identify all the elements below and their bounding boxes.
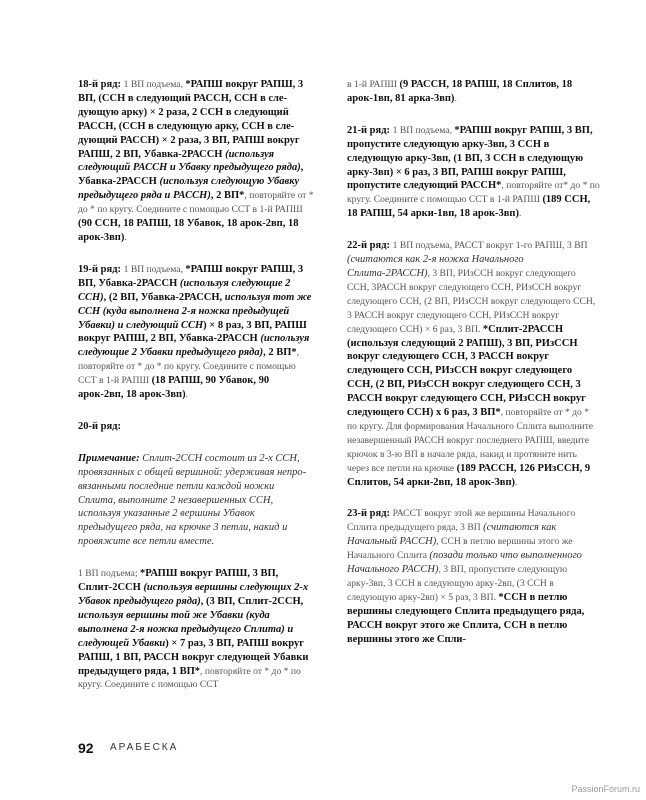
- paragraph: [78, 567, 314, 692]
- text-run: ) × 8 раз, 3 ВП, РАПШ вокруг РАПШ, 2 ВП, Убавка-2РАССН: [78, 319, 307, 345]
- text-run: *Сплит-2РАССН (используя следующий 2 РАПШ), 3 ВП, РИзССН вокруг следующего ССН, 3 РАССН вокруг следующего ССН, РИзССН вокруг следующего ССН, (2 ВП, РИзССН вокруг следующего ССН, 3 РАССН вокруг следующего ССН, РИзССН вокруг следующего ССН) х 6 раз, 3 ВП*: [347, 323, 586, 419]
- text-run: 19-й ряд:: [78, 263, 124, 275]
- text-run: *РАПШ вокруг РАПШ, 3 ВП, пропустите следующую арку-3вп, 3 ССН в следующую арку-3вп, (1 ВП, 3 ССН в следующую арку-3вп) × 6 раз, 3 ВП, РАПШ вокруг РАПШ, пропустите следующий РАССН*: [347, 124, 593, 192]
- text-run: 18-й ряд:: [78, 79, 124, 90]
- text-run: (используя следующую Убавку предыдущего ряда и РАССН): [78, 176, 300, 202]
- left-text-column: [78, 78, 314, 710]
- text-run: 1 ВП подъема,: [123, 79, 186, 90]
- text-run: (считаются как 2-я ножка Начального Сплита-2РАССН): [347, 254, 524, 279]
- text-run: 21-й ряд:: [347, 124, 393, 136]
- text-run: используя вершины той же Убавки (куда выполнена 2-я ножка предыдущего Сплита) и следующей Убавки: [78, 609, 294, 649]
- text-run: , 2 ВП*: [210, 190, 245, 202]
- text-run: .: [518, 208, 522, 220]
- text-run: (189 РАССН, 126 РИзССН, 9 Сплитов, 54 арки-2вп, 18 арок-3вп): [347, 462, 591, 488]
- text-run: РАССТ вокруг этой же вершины Начального Сплита предыдущего ряда, 3 ВП: [347, 508, 576, 534]
- text-run: , (2 ВП, Убавка-2РАССН,: [103, 291, 225, 303]
- text-run: , повторяйте от * до * по кругу. Соедините с помощью ССТ: [78, 665, 301, 691]
- paragraph: [347, 124, 600, 221]
- text-run: .: [124, 231, 127, 243]
- text-run: , повторяйте от * до * по кругу. Соедините с помощью ССТ в 1-й РАПШ: [78, 190, 314, 216]
- text-run: (используя следующие 2 Убавки предыдущего ряда): [78, 333, 310, 359]
- text-run: 1 ВП подъема,: [392, 124, 455, 136]
- text-run: (считаются как Начальный РАССН): [347, 522, 557, 548]
- text-run: *ССН в петлю вершины следующего Сплита предыдущего ряда, РАССН вокруг этого же Сплита, ССН в петлю вершины этого же Спли-: [347, 591, 585, 645]
- text-run: , ССН в петлю вершины этого же Начального Сплита: [347, 536, 573, 562]
- paragraph: [78, 78, 314, 245]
- text-run: , Убавка-2РАССН: [78, 162, 304, 188]
- text-run: , повторяйте от * до * по кругу. Соедините с помощью ССТ в 1-й РАПШ: [78, 347, 300, 387]
- text-run: , повторяйте от * до * по кругу. Для формирования Начального Сплита выполните незавершенный РАССН вокруг последнего РАПШ, введите крючок в 3-ю ВП в начале ряда, накид и протяните нить через все петли на крючке: [347, 407, 594, 474]
- text-run: 1 ВП подъема, РАССТ вокруг 1-го РАПШ, 3 ВП: [392, 240, 588, 252]
- text-run: (используя вершины следующих 2-х Убавок предыдущего ряда): [78, 582, 309, 607]
- text-run: 20-й ряд:: [78, 420, 121, 432]
- text-run: .: [185, 389, 188, 401]
- paragraph: [347, 78, 600, 106]
- text-run: 23-й ряд:: [347, 508, 393, 520]
- text-run: 1 ВП подъема,: [123, 263, 186, 275]
- text-run: (9 РАССН, 18 РАПШ, 18 Сплитов, 18 арок-1вп, 81 арка-3вп): [347, 79, 573, 104]
- text-run: (используя следующие 2 ССН): [78, 277, 291, 303]
- text-run: 1 ВП подъема;: [78, 568, 141, 580]
- text-run: ) × 7 раз, 3 ВП, РАПШ вокруг РАПШ, 1 ВП, РАССН вокруг следующей Убавки предыдущего ряда, 1 ВП*: [78, 637, 309, 677]
- text-run: , повторяйте от* до * по кругу. Соедините с помощью ССТ в 1-й РАПШ: [347, 180, 600, 206]
- text-run: *РАПШ вокруг РАПШ, 3 ВП, Сплит-2ССН: [78, 568, 279, 594]
- text-run: , 3 ВП, РИзССН вокруг следующего ССН, 3РАССН вокруг следующего ССН, РИзССН вокруг следующего ССН, (2 ВП, РИзССН вокруг следующего ССН, 3 РАССН вокруг следующего ССН, РИзССН вокруг следующего ССН) × 6 раз, 3 ВП.: [347, 267, 596, 335]
- text-run: Примечание:: [78, 452, 143, 464]
- text-run: (90 ССН, 18 РАПШ, 18 Убавок, 18 арок-2вп, 18 арок-3вп): [78, 218, 299, 243]
- paragraph: [347, 507, 600, 646]
- paragraph: [347, 239, 600, 489]
- watermark: PassionForum.ru: [571, 784, 640, 794]
- text-run: *РАПШ вокруг РАПШ, 3 ВП, Убавка-2РАССН: [78, 263, 304, 289]
- text-run: , 3 ВП, пропустите следующую арку-3вп, 3 ССН в следующую арку-2вп, (3 ССН в следующую арку-2вп) × 5 раз, 3 ВП.: [347, 564, 568, 603]
- text-run: (18 РАПШ, 90 Убавок, 90 арок-2вп, 18 арок-3вп): [78, 375, 270, 401]
- text-run: *РАПШ вокруг РАПШ, 3 ВП, (ССН в следующий РАССН, ССН в следующую арку) × 2 раза, 2 ССН в следующий РАССН, (ССН в следующую арку, ССН в следующий РАССН) × 2 раза, 3 ВП, РАПШ вокруг РАПШ, 2 ВП, Убавка-2РАССН: [78, 79, 304, 160]
- paragraph: [78, 263, 314, 402]
- text-run: , (3 ВП, Сплит-2ССН,: [200, 596, 304, 607]
- text-run: в 1-й РАПШ: [347, 79, 400, 90]
- text-run: , 2 ВП*: [263, 347, 297, 359]
- text-run: .: [454, 92, 457, 104]
- text-run: используя тот же ССН (куда выполнена 2-я ножка предыдущей Убавки) и следующий ССН: [78, 291, 312, 331]
- text-run: (позади только что выполненного Начального РАССН): [347, 550, 582, 576]
- text-run: .: [515, 476, 518, 488]
- page-number: 92: [78, 740, 94, 756]
- text-run: (используя следующий РАССН и Убавку предыдущего ряда): [78, 148, 301, 174]
- text-run: (189 ССН, 18 РАПШ, 54 арки-1вп, 18 арок-3вп): [347, 194, 591, 220]
- magazine-title: АРАБЕСКА: [110, 742, 179, 753]
- paragraph: [78, 452, 314, 549]
- text-run: 22-й ряд:: [347, 240, 393, 252]
- right-text-column: [347, 78, 600, 665]
- paragraph: [78, 420, 314, 434]
- text-run: Сплит-2ССН состоит из 2-х ССН, провязанных с общей вершиной: удерживая непровязанными последние петли каждой ножки Сплита, выполните 2 незавершенных ССН, используя указанные 2 вершины Убавок предыдущего ряда, на крючке 3 петли, накид и провяжите все петли вместе.: [78, 452, 307, 548]
